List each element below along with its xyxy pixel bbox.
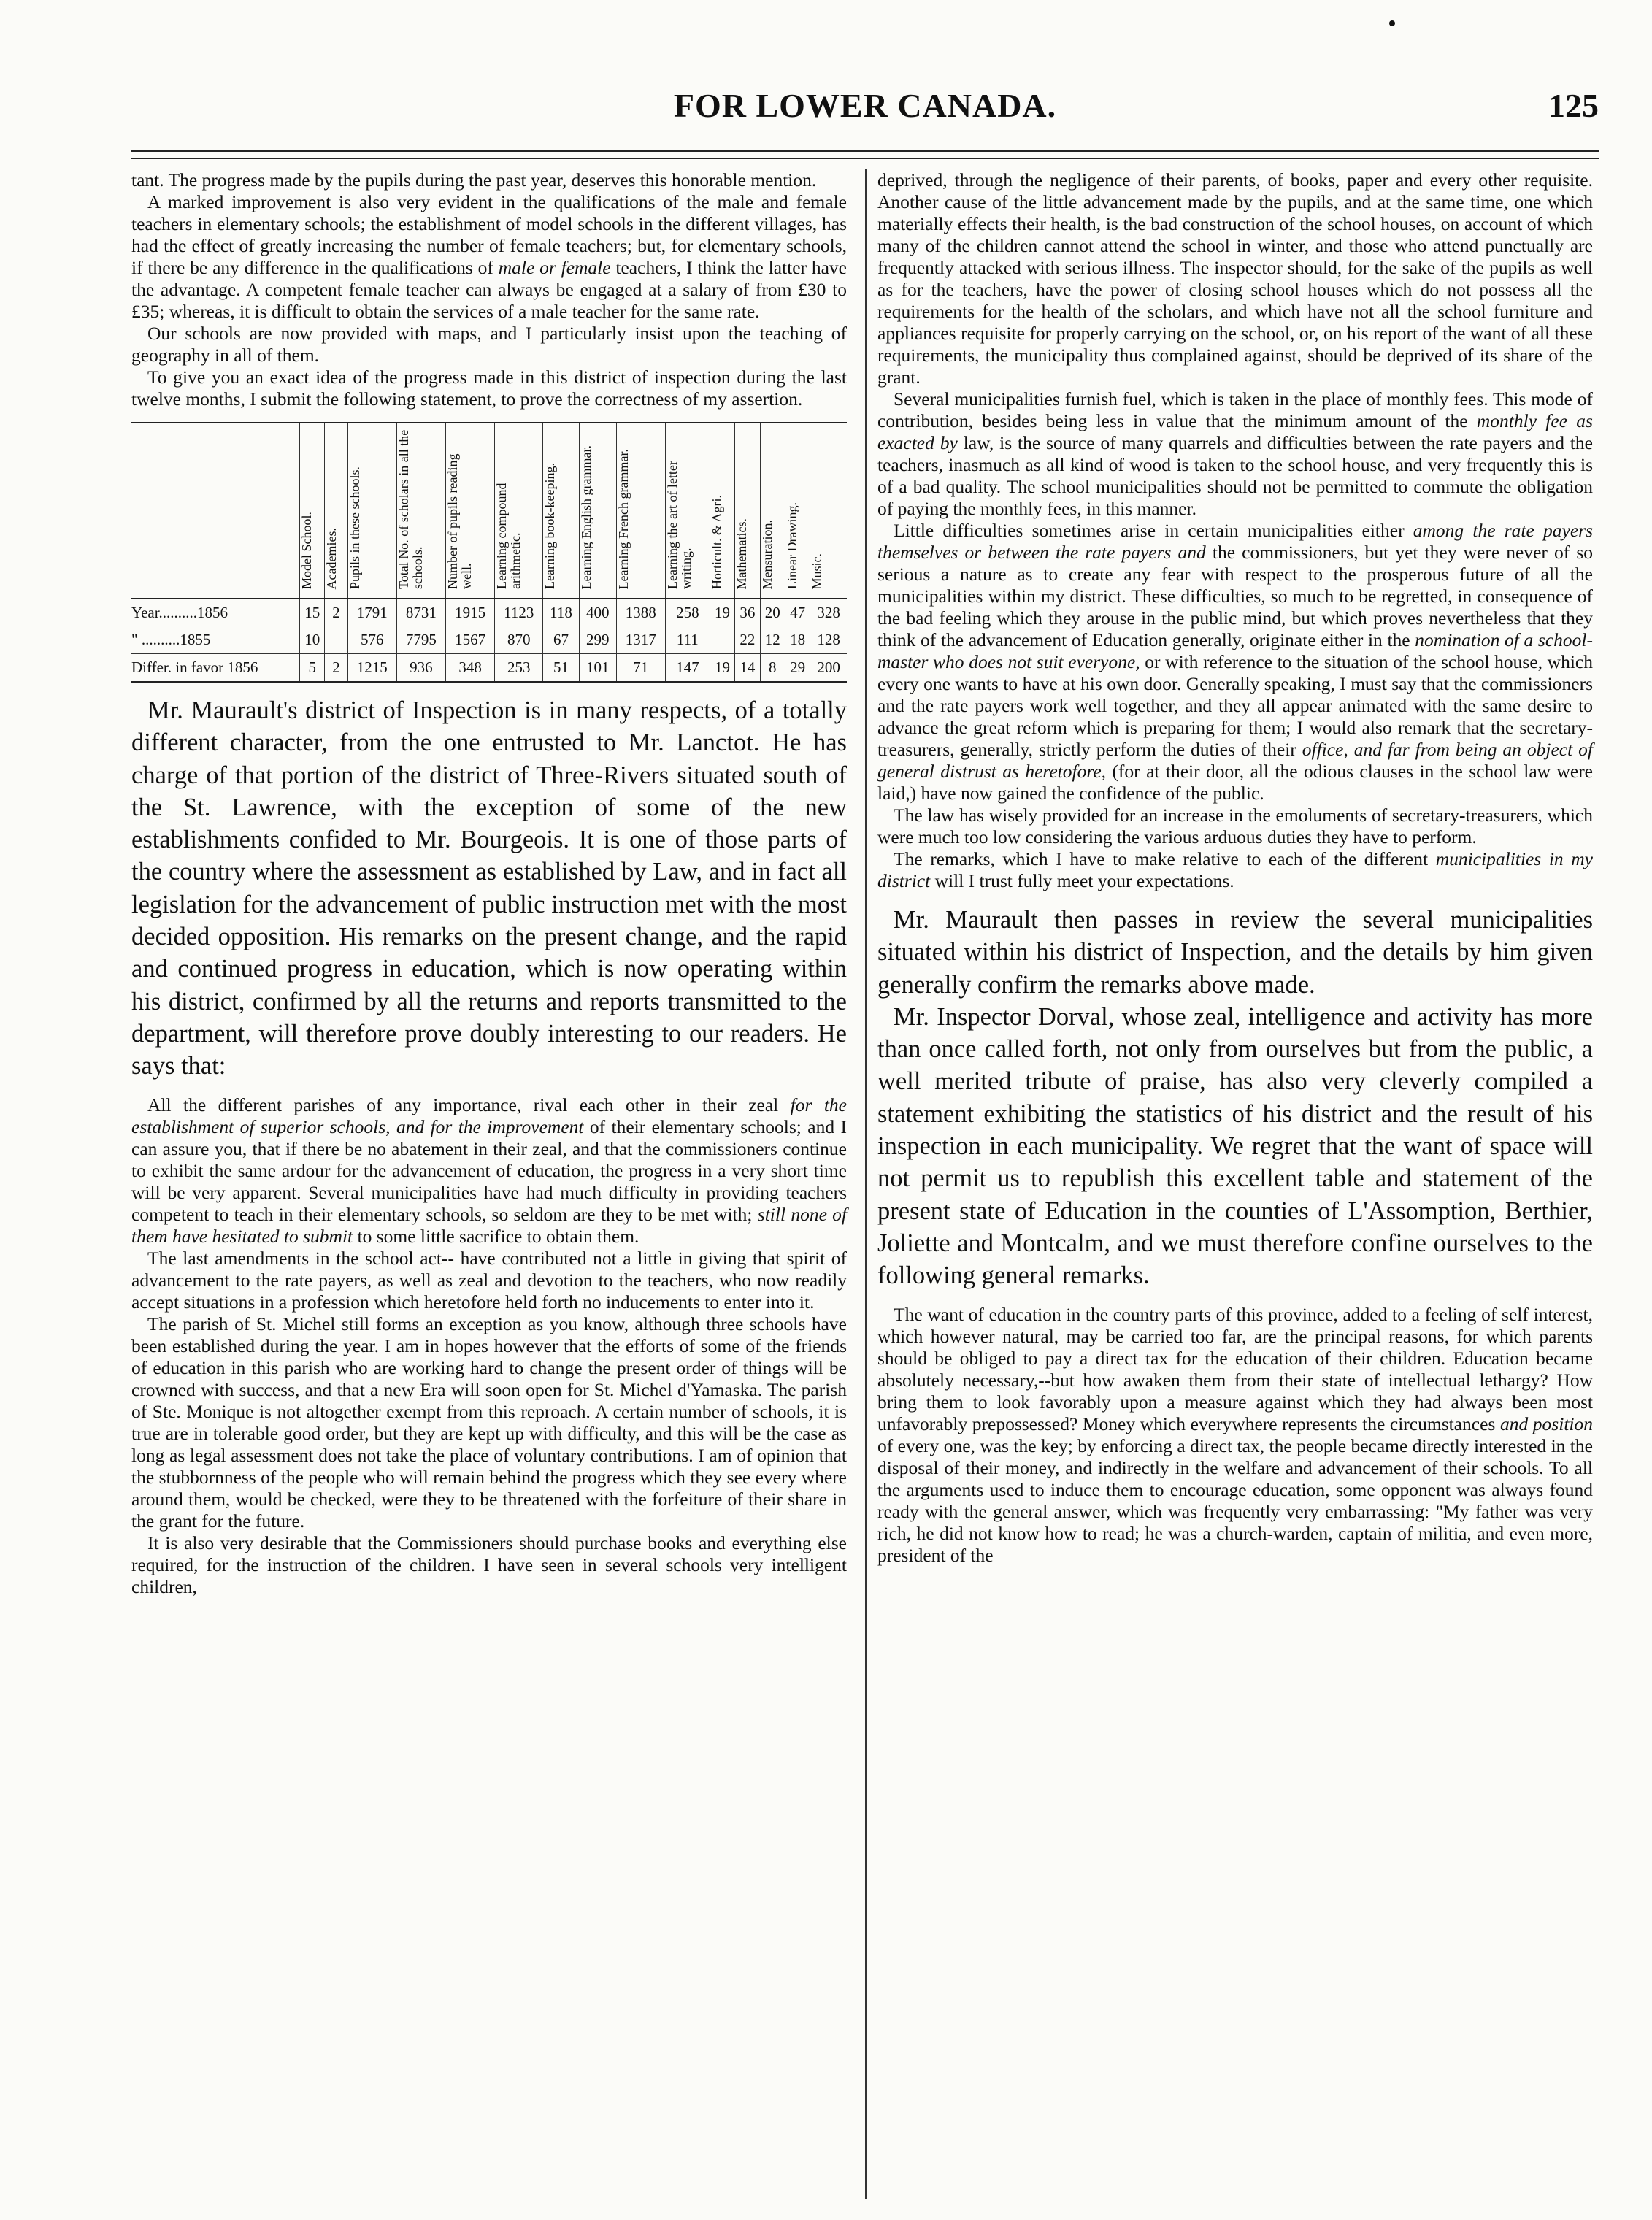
- text-run: of every one, was the key; by enforcing a direct tax, the people became directly interested in the disposal of their money, and indirectly in the welfare and advancement of their schools. To all the arguments used to induce them to encourage education, some opponent was always found ready with the general answer, which was frequently very embarrassing: "My father was very rich, he did not know how to read; he was a church-warden, captain of militia, and even more, president of the: [877, 1434, 1593, 1566]
- quoted-report-continued: [877, 169, 1593, 892]
- paragraph: It is also very desirable that the Commissioners should purchase books and everything else required, for the instruction of the children. I have seen in several schools very intelligent children,: [131, 1532, 847, 1597]
- table-cell: 67: [543, 626, 580, 654]
- table-cell: 111: [665, 626, 710, 654]
- paragraph: The law has wisely provided for an increase in the emoluments of secretary-treasurers, which were much too low considering the various arduous duties they have to perform.: [877, 804, 1593, 848]
- paragraph: deprived, through the negligence of their parents, of books, paper and every other requisite. Another cause of the little advancement made by the pupils, and at the same time, one which materially effects their health, is the bad construction of the school houses, on account of which many of the children cannot attend the school in winter, and those who attend punctually are frequently attacked with serious illness. The inspector should, for the sake of the pupils as well as for the teachers, have the power of closing school houses which do not possess all the requirements for the health of the scholars, and which have not all the school furniture and appliances requisite for properly carrying on the school, or, on his report of the want of all these requirements, the municipality thus complained against, should be deprived of its share of the grant.: [877, 169, 1593, 388]
- italic-run: office, and far from being an object of general distrust as heretofore,: [877, 739, 1593, 782]
- paragraph: Mr. Maurault's district of Inspection is in many respects, of a totally different character, from the one entrusted to Mr. Lanctot. He has charge of that portion of the district of Three-Rivers situated south of the St. Lawrence, with the exception of some of the new establishments confided to Mr. Bourgeois. It is one of those parts of the country where the assessment as established by Law, and in fact all legislation for the advancement of public instruction met with the most decided opposition. His remarks on the present change, and the rapid and continued progress in education, which is now operating within his district, confirmed by all the returns and reports transmitted to the department, will therefore prove doubly interesting to our readers. He says that:: [131, 696, 847, 1080]
- header-rule: [131, 150, 1599, 159]
- progress-table: [131, 423, 847, 683]
- italic-run: male or female: [498, 257, 611, 278]
- column-header: Pupils in these schools.: [347, 423, 396, 599]
- text-run: (for at their door, all the odious clauses in the school law were laid,) have now gained the confidence of the public.: [877, 761, 1594, 804]
- running-title: FOR LOWER CANADA.: [673, 87, 1057, 124]
- table-cell: 253: [495, 654, 543, 683]
- page-number: 125: [1548, 87, 1599, 124]
- table-cell: 15: [300, 599, 325, 626]
- table-cell: 147: [665, 654, 710, 683]
- column-divider: [865, 169, 867, 2199]
- table-cell: 1317: [616, 626, 665, 654]
- row-label: " ..........1855: [131, 631, 211, 648]
- text-run: teachers, I think the latter have the advantage. A competent female teacher can always be engaged at a salary of from £30 to £35; whereas, it is difficult to obtain the services of a male teacher for the same rate.: [131, 257, 847, 322]
- text-run: A marked improvement is also very evident in the qualifications of the male and female teachers in elementary schools; the establishment of model schools in the different villages, has had the effect of greatly increasing the number of female teachers; but, for elementary schools, if there be any difference in the qualifications of: [131, 191, 847, 278]
- column-header: Learning book-keeping.: [543, 423, 580, 599]
- dorval-report: [877, 1304, 1593, 1567]
- table-cell: [325, 626, 347, 654]
- paragraph: [877, 388, 1593, 520]
- table-cell: 71: [616, 654, 665, 683]
- paragraph: Our schools are now provided with maps, and I particularly insist upon the teaching of geography in all of them.: [131, 323, 847, 366]
- text-run: All the different parishes of any importance, rival each other in their zeal: [147, 1094, 791, 1115]
- table-cell: 29: [785, 654, 810, 683]
- column-header: Academies.: [325, 423, 347, 599]
- text-run: law, is the source of many quarrels and difficulties between the rate payers and the teachers, inasmuch as all kind of wood is taken to the school house, and very frequently this is of a bad quality. The school municipalities should not be permitted to commute the obligation of paying the monthly fees, in this manner.: [877, 432, 1593, 519]
- running-head: [131, 86, 1599, 137]
- table-cell: 47: [785, 599, 810, 626]
- paragraph: [877, 848, 1593, 892]
- italic-run: among the rate payers themselves or between the rate payers and: [877, 520, 1593, 563]
- table-cell: 22: [735, 626, 760, 654]
- text-run: Several municipalities furnish fuel, which is taken in the place of monthly fees. This mode of contribution, besides being less in value that the minimum amount of the: [877, 388, 1593, 431]
- table-corner: [131, 423, 300, 599]
- text-run: of their elementary schools; and I can assure you, that if there be no abatement in their zeal, and that the commissioners continue to exhibit the same ardour for the advancement of education, the progress in a very short time will be very apparent. Several municipalities have had much difficulty in providing teachers competent to teach in their elementary schools, so seldom are they to be met with;: [131, 1115, 847, 1225]
- left-column: [131, 169, 847, 1598]
- paragraph: [877, 520, 1593, 804]
- table-cell: 1915: [446, 599, 495, 626]
- table-cell: 20: [760, 599, 785, 626]
- table-cell: 12: [760, 626, 785, 654]
- table-cell: 936: [396, 654, 445, 683]
- text-run: or with reference to the situation of the school house, which every one wants to have at his own door. Generally speaking, I must say that the commissioners and the rate payers work well together, and they all appear animated with the same desire to advance the great reform which is preparing for them; I would also remark that the secretary-treasurers, generally, strictly perform the duties of their: [877, 651, 1593, 760]
- text-run: The want of education in the country parts of this province, added to a feeling of self interest, which however natural, may be carried too far, are the principal reasons, for which parents should be obliged to pay a direct tax for the education of their children. Education became absolutely necessary,--but how awaken them from their state of intellectual lethargy? How bring them to look favorably upon a measure against which they had always been most unfavorably prepossessed? Money which everywhere represents the circumstances: [877, 1303, 1593, 1434]
- column-header: Total No. of scholars in all the schools.: [396, 423, 445, 599]
- row-label: Differ. in favor 1856: [131, 654, 300, 683]
- table-cell: 5: [300, 654, 325, 683]
- quoted-report: [131, 1094, 847, 1598]
- table-cell: 870: [495, 626, 543, 654]
- italic-run: municipalities in my district: [877, 848, 1593, 891]
- editorial-text: [131, 694, 847, 1083]
- ink-dot: [1389, 20, 1395, 26]
- paragraph: The parish of St. Michel still forms an exception as you know, although three schools have been established during the year. I am in hopes however that the efforts of some of the friends of education in this parish who are working hard to change the present order of things will be crowned with success, and that a new Era will soon open for St. Michel d'Yamaska. The parish of Ste. Monique is not altogether exempt from this reproach. A certain number of schools, it is true are in tolerable good order, but they are kept up with difficulty, and this will be the case as long as legal assessment does not take the place of voluntary contributions. I am of opinion that the stubbornness of the people who will remain behind the progress which they see every where around them, would be checked, were they to be threatened with the forfeiture of their share in the grant for the future.: [131, 1313, 847, 1532]
- italic-run: monthly fee as exacted by: [877, 410, 1593, 453]
- editorial-text: [877, 904, 1593, 1292]
- row-label: Year..........1856: [131, 599, 300, 626]
- column-header: Music.: [810, 423, 847, 599]
- table-cell: 2: [325, 599, 347, 626]
- table-cell: 36: [735, 599, 760, 626]
- table-cell: 1791: [347, 599, 396, 626]
- table-cell: 1567: [446, 626, 495, 654]
- table-cell: 348: [446, 654, 495, 683]
- text-run: will I trust fully meet your expectations.: [930, 870, 1234, 891]
- table-row: [131, 599, 847, 626]
- column-header: Horticult. & Agri.: [710, 423, 734, 599]
- table-cell: 1388: [616, 599, 665, 626]
- italic-run: still none of them have hesitated to submit: [131, 1203, 848, 1247]
- text-run: Little difficulties sometimes arise in certain municipalities either: [894, 520, 1413, 541]
- column-header: Learning compound arithmetic.: [495, 423, 543, 599]
- table-cell: 299: [579, 626, 616, 654]
- column-header: Mensuration.: [760, 423, 785, 599]
- column-header: Linear Drawing.: [785, 423, 810, 599]
- italic-run: nomination of a school-master who does not suit everyone,: [877, 629, 1593, 672]
- italic-run: for the establishment of superior schools, and for the improvement: [131, 1094, 847, 1137]
- left-report-excerpt: [131, 169, 847, 410]
- paragraph: [131, 1094, 847, 1248]
- paragraph: Mr. Maurault then passes in review the several municipalities situated within his district of Inspection, and the details by him given generally confirm the remarks above made.: [877, 906, 1593, 999]
- column-header: Learning French grammar.: [616, 423, 665, 599]
- paragraph: [877, 1304, 1593, 1567]
- table-row: [131, 654, 847, 683]
- italic-run: and position: [1499, 1413, 1593, 1434]
- table-row: [131, 626, 847, 654]
- table-cell: 7795: [396, 626, 445, 654]
- text-run: The remarks, which I have to make relative to each of the different: [894, 848, 1436, 869]
- table-cell: 1215: [347, 654, 396, 683]
- table-cell: 328: [810, 599, 847, 626]
- column-header: Learning the art of letter writing.: [665, 423, 710, 599]
- table-cell: 10: [300, 626, 325, 654]
- table-cell: 19: [710, 654, 734, 683]
- column-header: Mathematics.: [735, 423, 760, 599]
- text-run: to some little sacrifice to obtain them.: [353, 1225, 639, 1247]
- table-cell: 2: [325, 654, 347, 683]
- column-header: Number of pupils reading well.: [446, 423, 495, 599]
- paragraph: The last amendments in the school act-- have contributed not a little in giving that spirit of advancement to the rate payers, as well as zeal and devotion to the teachers, who now readily accept situations in a profession which heretofore held forth no inducements to enter into it.: [131, 1247, 847, 1313]
- table-cell: 200: [810, 654, 847, 683]
- table-cell: 8731: [396, 599, 445, 626]
- table-cell: 1123: [495, 599, 543, 626]
- table-cell: 18: [785, 626, 810, 654]
- table-cell: 14: [735, 654, 760, 683]
- table-cell: 128: [810, 626, 847, 654]
- text-run: the commissioners, but yet they were never of so serious a nature as to create any fear with respect to the prosperous future of all the municipalities within my district. These difficulties, so much to be regretted, in consequence of the bad feeling which they arouse in the public mind, but which proves nevertheless that they think of the advancement of Education generally, originate either in the: [877, 542, 1594, 650]
- right-column: [877, 169, 1593, 1567]
- column-header: Model School.: [300, 423, 325, 599]
- table-cell: 51: [543, 654, 580, 683]
- paragraph: tant. The progress made by the pupils during the past year, deserves this honorable mention.: [131, 169, 817, 191]
- table-cell: [710, 626, 734, 654]
- paragraph: [131, 191, 847, 323]
- paragraph: To give you an exact idea of the progress made in this district of inspection during the last twelve months, I submit the following statement, to prove the correctness of my assertion.: [131, 366, 847, 410]
- table-cell: 258: [665, 599, 710, 626]
- table-header-row: [131, 423, 847, 599]
- paragraph: Mr. Inspector Dorval, whose zeal, intelligence and activity has more than once called forth, not only from ourselves but from the public, a well merited tribute of praise, has also very cleverly compiled a statement exhibiting the statistics of his district and the result of his inspection in each municipality. We regret that the want of space will not permit us to republish this excellent table and statement of the present state of Education in the counties of L'Assomption, Berthier, Joliette and Montcalm, and we must therefore confine ourselves to the following general remarks.: [877, 1002, 1593, 1290]
- column-header: Learning English grammar.: [579, 423, 616, 599]
- table-cell: 118: [543, 599, 580, 626]
- table-cell: 101: [579, 654, 616, 683]
- table-cell: 576: [347, 626, 396, 654]
- table-cell: 400: [579, 599, 616, 626]
- table-cell: 8: [760, 654, 785, 683]
- table-cell: 19: [710, 599, 734, 626]
